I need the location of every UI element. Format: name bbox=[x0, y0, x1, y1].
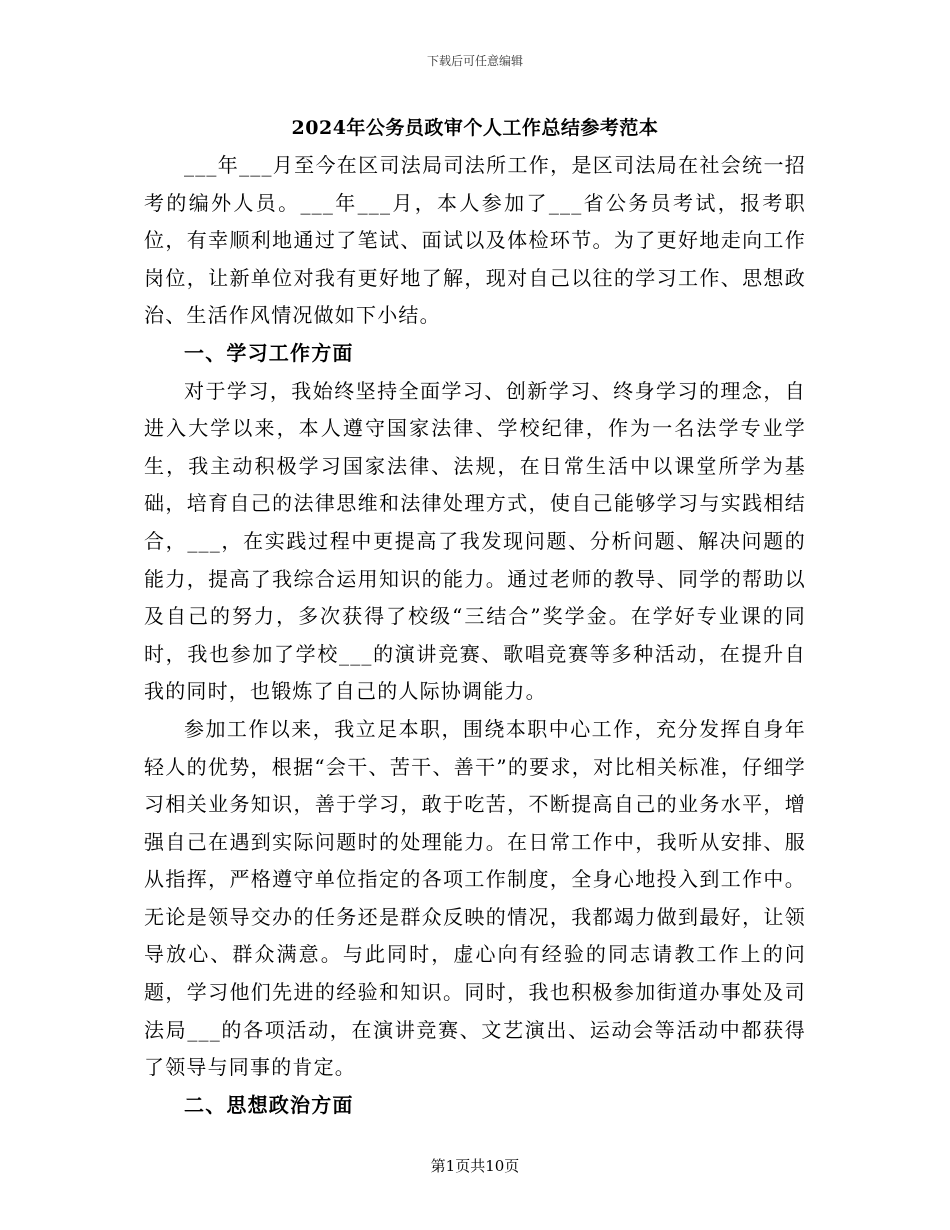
document-body bbox=[144, 147, 806, 1124]
page-number: 第1页共10页 bbox=[430, 1157, 520, 1175]
section-heading-study-work: 一、学习工作方面 bbox=[184, 340, 354, 365]
section-heading-politics: 二、思想政治方面 bbox=[184, 1092, 354, 1117]
work-paragraph: 参加工作以来，我立足本职，围绕本职中心工作，充分发挥自身年轻人的优势，根据“会干、苦干、善干”的要求，对比相关标准，仔细学习相关业务知识，善于学习，敢于吃苦，不断提高自己的业务水平，增强自己在遇到实际问题时的处理能力。在日常工作中，我听从安排、服从指挥，严格遵守单位指定的各项工作制度，全身心地投入到工作中。无论是领导交办的任务还是群众反映的情况，我都竭力做到最好，让领导放心、群众满意。与此同时，虚心向有经验的同志请教工作上的问题，学习他们先进的经验和知识。同时，我也积极参加街道办事处及司法局___的各项活动，在演讲竞赛、文艺演出、运动会等活动中都获得了领导与同事的肯定。 bbox=[144, 716, 806, 1080]
intro-paragraph: ___年___月至今在区司法局司法所工作，是区司法局在社会统一招考的编外人员。___年___月，本人参加了___省公务员考试，报考职位，有幸顺利地通过了笔试、面试以及体检环节。为了更好地走向工作岗位，让新单位对我有更好地了解，现对自己以往的学习工作、思想政治、生活作风情况做如下小结。 bbox=[144, 153, 806, 328]
document-title: 2024年公务员政审个人工作总结参考范本 bbox=[291, 117, 659, 139]
study-paragraph: 对于学习，我始终坚持全面学习、创新学习、终身学习的理念，自进入大学以来，本人遵守国家法律、学校纪律，作为一名法学专业学生，我主动积极学习国家法律、法规，在日常生活中以课堂所学为基础，培育自己的法律思维和法律处理方式，使自己能够学习与实践相结合，___，在实践过程中更提高了我发现问题、分析问题、解决问题的能力，提高了我综合运用知识的能力。通过老师的教导、同学的帮助以及自己的努力，多次获得了校级“三结合”奖学金。在学好专业课的同时，我也参加了学校___的演讲竞赛、歌唱竞赛等多种活动，在提升自我的同时，也锻炼了自己的人际协调能力。 bbox=[144, 378, 806, 704]
header-note: 下载后可任意编辑 bbox=[426, 54, 523, 68]
